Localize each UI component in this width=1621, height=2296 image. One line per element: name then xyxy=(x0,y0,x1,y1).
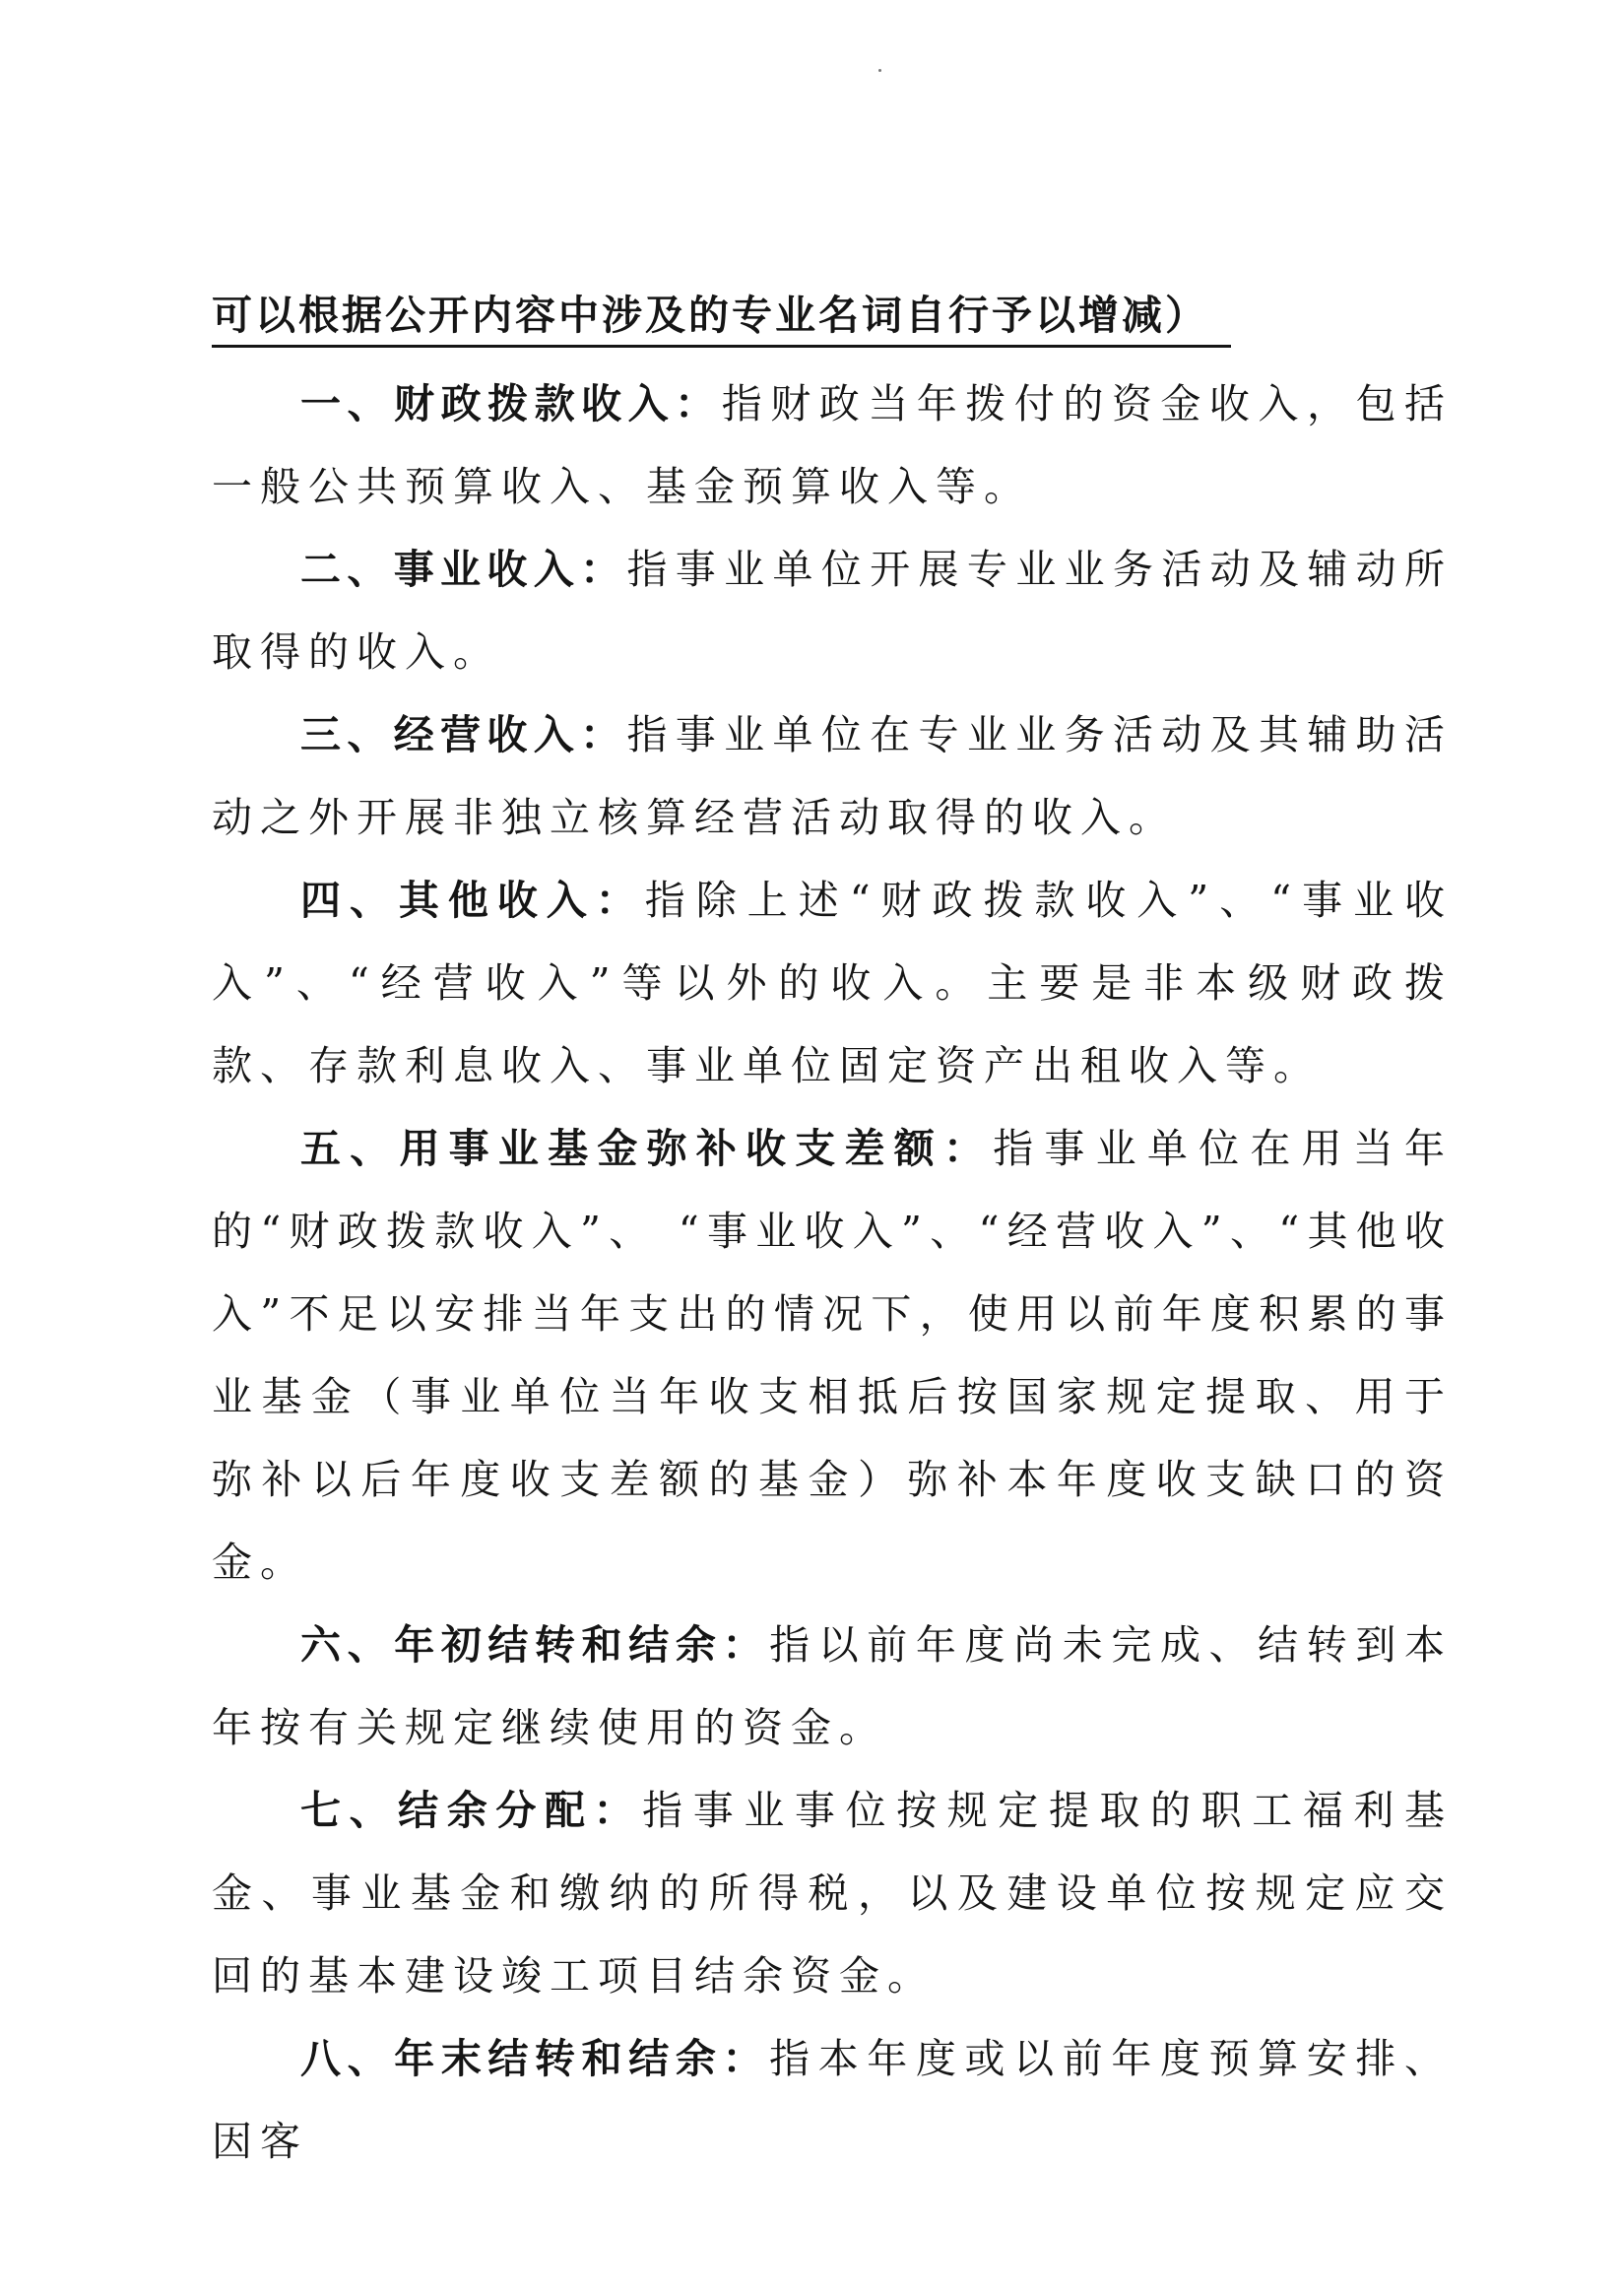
definition-term: 四、其他收入： xyxy=(300,877,645,924)
definition-term: 七、结余分配： xyxy=(300,1787,643,1834)
definition-text: 指本年度或以前年度预算安排、因客 xyxy=(212,2035,1454,2165)
definition-paragraph-2 xyxy=(212,528,1453,693)
scan-speck xyxy=(878,69,881,72)
definition-term: 二、事业收入： xyxy=(300,546,627,593)
definitions-list xyxy=(212,362,1453,2183)
definition-term: 五、用事业基金弥补收支差额： xyxy=(300,1125,994,1172)
definition-text: 指事业单位开展专业业务活动及辅动所取得的收入。 xyxy=(212,546,1454,676)
definition-term: 八、年末结转和结余： xyxy=(300,2035,770,2082)
definition-text: 指事业事位按规定提取的职工福利基金、事业基金和缴纳的所得税，以及建设单位按规定应交回的基本建设竣工项目结余资金。 xyxy=(212,1787,1454,2000)
definition-paragraph-6 xyxy=(212,1604,1453,1769)
definition-text: 指事业单位在专业业务活动及其辅助活动之外开展非独立核算经营活动取得的收入。 xyxy=(212,711,1454,841)
definition-text: 指财政当年拨付的资金收入，包括一般公共预算收入、基金预算收入等。 xyxy=(212,380,1454,510)
continued-heading-text: 可以根据公开内容中涉及的专业名词自行予以增减） xyxy=(212,288,1231,348)
definition-term: 六、年初结转和结余： xyxy=(300,1621,770,1669)
definition-paragraph-5 xyxy=(212,1107,1453,1604)
definition-paragraph-4 xyxy=(212,859,1453,1107)
definition-text: 指以前年度尚未完成、结转到本年按有关规定继续使用的资金。 xyxy=(212,1621,1454,1751)
definition-paragraph-3 xyxy=(212,693,1453,859)
definition-paragraph-8 xyxy=(212,2017,1453,2183)
definition-term: 一、财政拨款收入： xyxy=(300,380,722,427)
definition-text: 指事业单位在用当年的“财政拨款收入”、 “事业收入”、“经营收入”、“其他收入”不足以安排当年支出的情况下，使用以前年度积累的事业基金（事业单位当年收支相抵后按国家规定提取、用于弥补以后年度收支差额的基金）弥补本年度收支缺口的资金。 xyxy=(212,1125,1454,1586)
definition-text: 指除上述“财政拨款收入”、“事业收入”、“经营收入”等以外的收入。主要是非本级财政拨款、存款利息收入、事业单位固定资产出租收入等。 xyxy=(212,877,1453,1089)
definition-paragraph-7 xyxy=(212,1769,1453,2017)
definition-term: 三、经营收入： xyxy=(300,711,627,758)
definition-paragraph-1 xyxy=(212,362,1453,528)
